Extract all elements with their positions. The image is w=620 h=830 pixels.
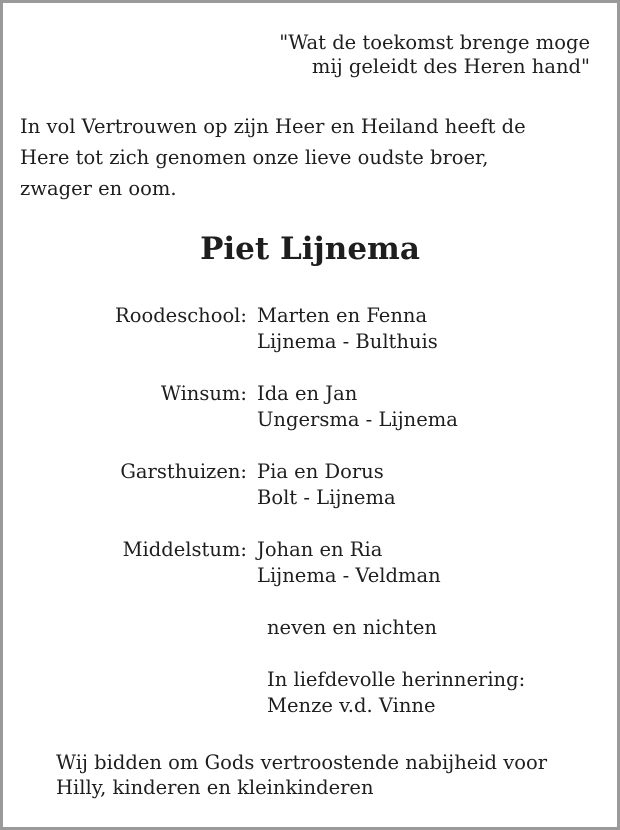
family-names-line-1: Marten en Fenna: [257, 304, 428, 327]
family-names-line-2: Bolt - Lijnema: [257, 486, 396, 509]
intro-line-3: zwager en oom.: [20, 177, 177, 200]
intro-line-1: In vol Vertrouwen op zijn Heer en Heiland heeft de: [20, 115, 526, 138]
family-names: [257, 381, 458, 433]
motto-line-1: "Wat de toekomst brenge moge: [279, 31, 590, 54]
family-names: [257, 459, 396, 511]
family-names-line-2: Lijnema - Bulthuis: [257, 330, 438, 353]
motto-quote: [279, 31, 590, 79]
family-entry-middelstum: [3, 537, 617, 589]
family-entry-garsthuizen: [3, 459, 617, 511]
footer-line-1: Wij bidden om Gods vertroostende nabijheid voor: [56, 751, 548, 774]
family-place: Middelstum:: [122, 538, 247, 561]
family-entry-roodeschool: [3, 303, 617, 355]
family-names: [257, 303, 438, 355]
nephews-nieces-text: neven en nichten: [267, 616, 437, 639]
footer-line-2: Hilly, kinderen en kleinkinderen: [56, 776, 374, 799]
family-names: [257, 537, 441, 589]
family-names-line-1: Johan en Ria: [257, 538, 383, 561]
motto-line-2: mij geleidt des Heren hand": [311, 55, 590, 78]
footer-prayer: [56, 750, 547, 800]
nephews-nieces: [3, 615, 617, 641]
family-names-line-1: Pia en Dorus: [257, 460, 384, 483]
deceased-name: Piet Lijnema: [200, 231, 420, 267]
family-place: Roodeschool:: [115, 304, 247, 327]
family-list: [3, 303, 617, 745]
remembrance-line-1: In liefdevolle herinnering:: [267, 668, 526, 691]
family-names-line-2: Ungersma - Lijnema: [257, 408, 458, 431]
family-names-line-2: Lijnema - Veldman: [257, 564, 441, 587]
family-place: Winsum:: [160, 382, 247, 405]
family-place: Garsthuizen:: [120, 460, 247, 483]
remembrance: [3, 667, 617, 719]
intro-text: [20, 111, 605, 204]
family-names-line-1: Ida en Jan: [257, 382, 358, 405]
intro-line-2: Here tot zich genomen onze lieve oudste broer,: [20, 146, 489, 169]
remembrance-line-2: Menze v.d. Vinne: [267, 694, 436, 717]
family-entry-winsum: [3, 381, 617, 433]
